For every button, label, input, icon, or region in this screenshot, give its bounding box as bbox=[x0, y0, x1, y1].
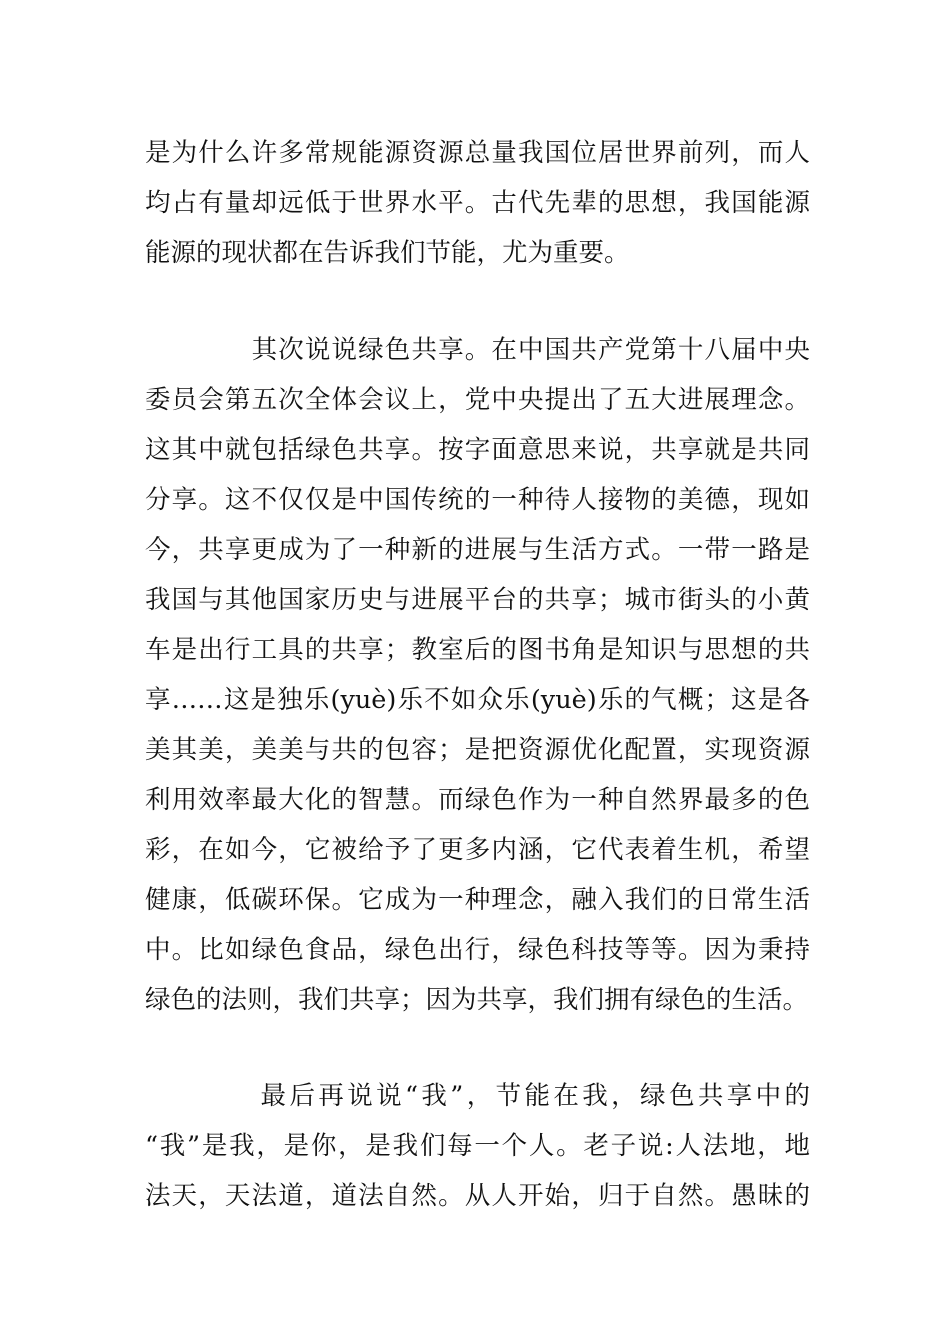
text-line: 中。比如绿色食品，绿色出行，绿色科技等等。因为秉持 bbox=[145, 935, 810, 965]
text-line: 其次说说绿色共享。在中国共产党第十八届中央 bbox=[145, 335, 810, 365]
text-line: 均占有量却远低于世界水平。古代先辈的思想，我国能源 bbox=[145, 188, 810, 218]
text-line: 享……这是独乐(yuè)乐不如众乐(yuè)乐的气概；这是各 bbox=[145, 685, 810, 715]
text-line: 今，共享更成为了一种新的进展与生活方式。一带一路是 bbox=[145, 535, 810, 565]
paragraph-2 bbox=[145, 325, 810, 1025]
text-line: 法天，天法道，道法自然。从人开始，归于自然。愚昧的 bbox=[145, 1181, 810, 1211]
text-line: 我国与其他国家历史与进展平台的共享；城市街头的小黄 bbox=[145, 585, 810, 615]
text-line: 这其中就包括绿色共享。按字面意思来说，共享就是共同 bbox=[145, 435, 810, 465]
text-line: “我”是我，是你，是我们每一个人。老子说:人法地，地 bbox=[145, 1131, 810, 1161]
text-line: 车是出行工具的共享；教室后的图书角是知识与思想的共 bbox=[145, 635, 810, 665]
text-line: 是为什么许多常规能源资源总量我国位居世界前列，而人 bbox=[145, 138, 810, 168]
paragraph-3 bbox=[145, 1071, 810, 1221]
text-line: 健康，低碳环保。它成为一种理念，融入我们的日常生活 bbox=[145, 885, 810, 915]
text-line: 最后再说说“我”，节能在我，绿色共享中的 bbox=[145, 1081, 810, 1111]
text-line: 利用效率最大化的智慧。而绿色作为一种自然界最多的色 bbox=[145, 785, 810, 815]
text-line: 分享。这不仅仅是中国传统的一种待人接物的美德，现如 bbox=[145, 485, 810, 515]
text-line: 美其美，美美与共的包容；是把资源优化配置，实现资源 bbox=[145, 735, 810, 765]
text-line: 彩，在如今，它被给予了更多内涵，它代表着生机，希望 bbox=[145, 835, 810, 865]
text-line: 能源的现状都在告诉我们节能，尤为重要。 bbox=[145, 238, 630, 268]
text-line: 绿色的法则，我们共享；因为共享，我们拥有绿色的生活。 bbox=[145, 985, 809, 1015]
paragraph-1 bbox=[145, 128, 810, 278]
text-line: 委员会第五次全体会议上，党中央提出了五大进展理念。 bbox=[145, 385, 810, 415]
